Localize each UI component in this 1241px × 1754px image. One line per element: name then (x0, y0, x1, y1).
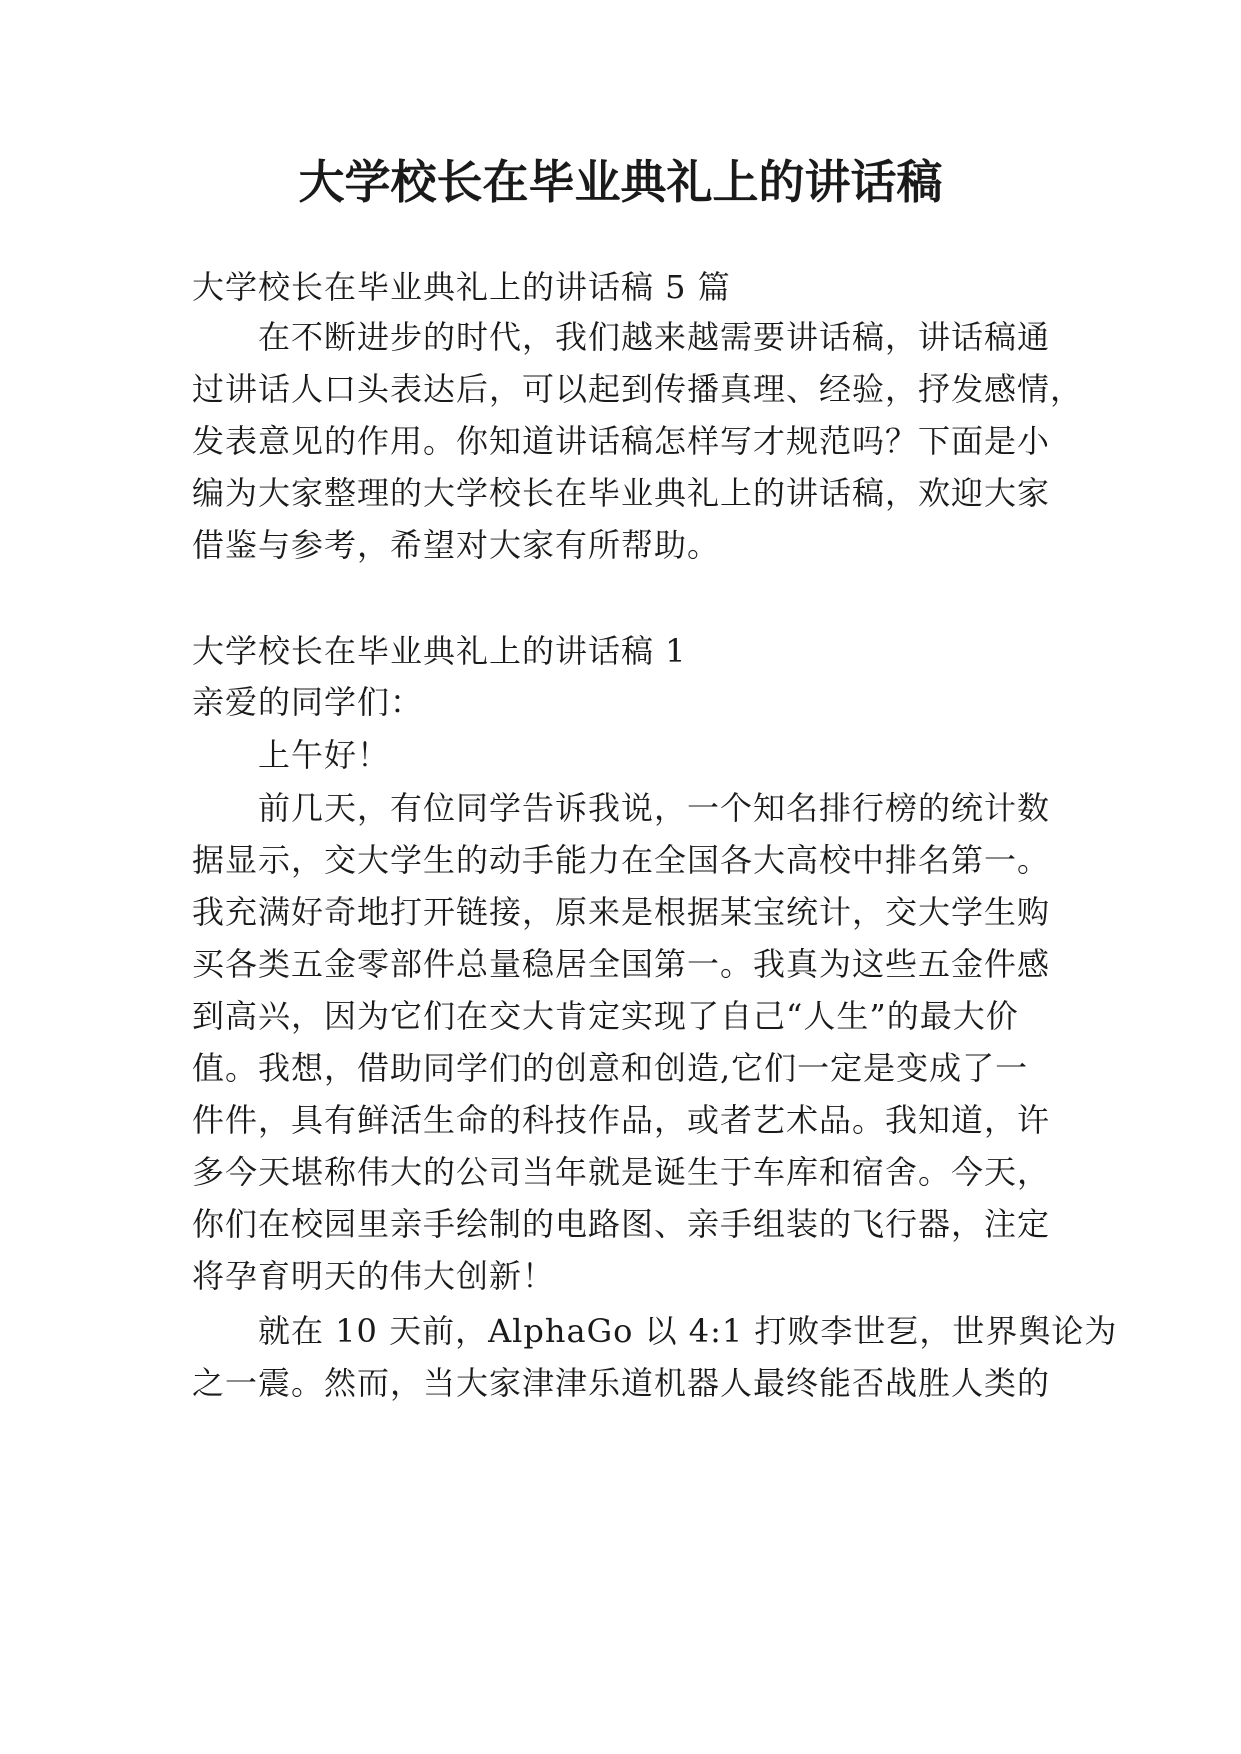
paragraph-line: 值。我想，借助同学们的创意和创造,它们一定是变成了一 (192, 1049, 1029, 1087)
paragraph-line: 多今天堪称伟大的公司当年就是诞生于车库和宿舍。今天， (192, 1153, 1051, 1191)
paragraph-line: 前几天，有位同学告诉我说，一个知名排行榜的统计数 (258, 789, 1051, 827)
intro-line: 借鉴与参考，希望对大家有所帮助。 (192, 526, 721, 564)
section-heading: 大学校长在毕业典礼上的讲话稿 1 (192, 632, 687, 670)
paragraph-line: 之一震。然而，当大家津津乐道机器人最终能否战胜人类的 (192, 1364, 1051, 1402)
paragraph-line: 到高兴，因为它们在交大肯定实现了自己“人生”的最大价 (192, 997, 1019, 1035)
paragraph-line: 你们在校园里亲手绘制的电路图、亲手组装的飞行器，注定 (192, 1205, 1051, 1243)
greeting: 上午好！ (258, 736, 391, 774)
paragraph-line: 据显示，交大学生的动手能力在全国各大高校中排名第一。 (192, 841, 1051, 879)
document-subtitle: 大学校长在毕业典礼上的讲话稿 5 篇 (192, 268, 731, 306)
paragraph-line: 就在 10 天前，AlphaGo 以 4:1 打败李世乭，世界舆论为 (258, 1312, 1118, 1350)
intro-line: 在不断进步的时代，我们越来越需要讲话稿，讲话稿通 (258, 318, 1051, 356)
paragraph-line: 将孕育明天的伟大创新！ (192, 1257, 556, 1295)
paragraph-line: 件件，具有鲜活生命的科技作品，或者艺术品。我知道，许 (192, 1101, 1051, 1139)
paragraph-line: 买各类五金零部件总量稳居全国第一。我真为这些五金件感 (192, 945, 1051, 983)
intro-line: 编为大家整理的大学校长在毕业典礼上的讲话稿，欢迎大家 (192, 474, 1051, 512)
paragraph-line: 我充满好奇地打开链接，原来是根据某宝统计，交大学生购 (192, 893, 1051, 931)
intro-line: 发表意见的作用。你知道讲话稿怎样写才规范吗？下面是小 (192, 422, 1051, 460)
salutation: 亲爱的同学们： (192, 683, 424, 721)
intro-line: 过讲话人口头表达后，可以起到传播真理、经验，抒发感情， (192, 370, 1084, 408)
document-title: 大学校长在毕业典礼上的讲话稿 (298, 155, 943, 209)
